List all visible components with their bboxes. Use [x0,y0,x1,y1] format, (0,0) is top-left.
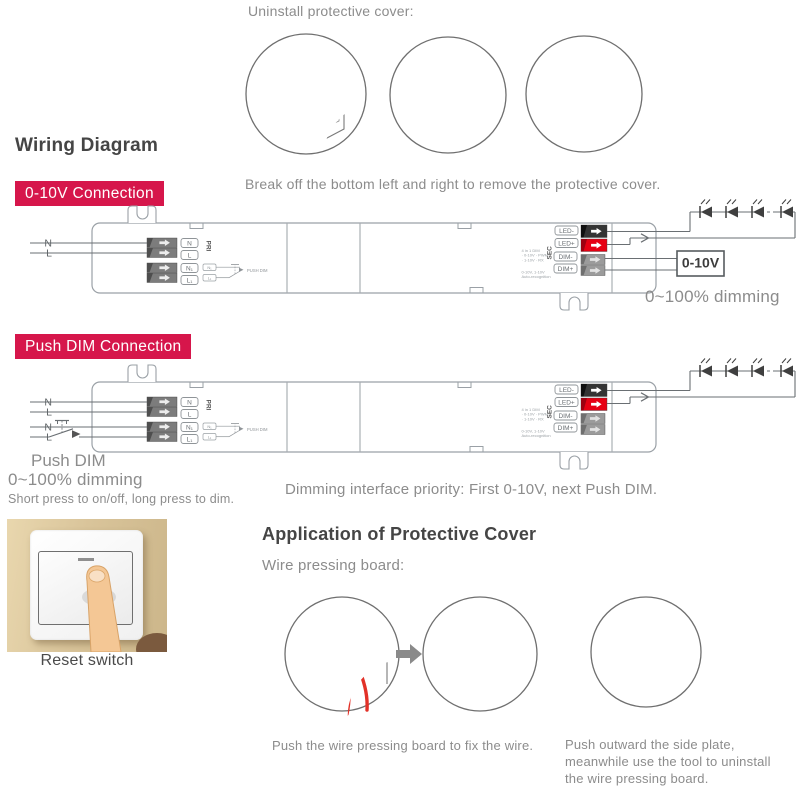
led-icon [782,207,793,218]
fine-print: Auto-recognition [521,274,551,280]
fine-print: Auto-recognition [521,433,551,439]
diagram-0-10v [0,195,800,360]
wire-label-n: N [44,396,52,409]
badge-0-10v-connection: 0-10V Connection [15,181,164,206]
sec-label: SEC [546,405,554,419]
terminal-label: LED- [559,386,574,394]
step-circle [591,597,701,707]
dim-source-label: 0-10V [681,254,720,271]
svg-text:N₁: N₁ [207,264,212,270]
knuckle [136,633,167,652]
pri-label: PRI [204,240,212,252]
led-icon [727,207,738,218]
terminal-label: LED- [559,227,574,235]
terminal-label: L₁ [186,436,193,444]
break-off-caption: Break off the bottom left and right to remove the protective cover. [245,176,661,192]
step-circle [390,37,506,153]
step-circle [423,597,537,711]
terminal-label: L [187,411,192,419]
step-circle [285,597,399,711]
wire-label-n: N [44,237,52,250]
d2-dimming-note: 0~100% dimming [8,470,143,489]
led-icon [753,366,764,377]
uninstall-title: Uninstall protective cover: [248,3,414,19]
caption-uninstall-board [565,736,771,787]
fine-print: 0-10V, 1-10V [521,428,545,434]
priority-note: Dimming interface priority: First 0-10V, next Push DIM. [285,481,658,498]
finger-illustration [7,519,167,652]
wire-pressing-illustration [280,592,710,722]
svg-text:L₁: L₁ [207,275,212,281]
d1-dimming-note: 0~100% dimming [645,287,780,306]
badge-push-dim-connection: Push DIM Connection [15,334,191,359]
terminal-label: L [187,252,192,260]
caption-line-2: meanwhile use the tool to uninstall [565,754,771,769]
led-icon [782,366,793,377]
caption-fix-wire: Push the wire pressing board to fix the wire. [272,738,534,753]
mounting-bracket-bottom [560,293,588,310]
svg-text:N₁: N₁ [207,423,212,429]
push-dim-small-label: PUSH DIM [247,426,268,432]
fine-print: 4 in 1 DIM [521,247,540,253]
fingernail [89,570,105,582]
led-icon [701,207,712,218]
terminal-label: LED+ [558,240,575,248]
wire-board-subheading: Wire pressing board: [262,557,405,574]
fine-print: · 0-10V · PWM [521,252,548,258]
caption-line-1: Push outward the side plate, [565,737,735,752]
led-icon [753,207,764,218]
terminal-label: LED+ [558,399,575,407]
next-step-arrow-icon [396,644,422,664]
wire-label-l: L [46,406,52,419]
wire-label-n2: N [44,421,52,434]
mounting-bracket-bottom [560,452,588,469]
fine-print: 4 in 1 DIM [521,406,540,412]
push-dim-small-label: PUSH DIM [247,267,268,273]
svg-text:L₁: L₁ [207,434,212,440]
sec-label: SEC [546,246,554,260]
uninstall-steps-illustration [230,28,660,168]
step-circle [246,34,366,154]
wire-label-l2: L [46,431,52,444]
fine-print: · 1-10V · RX [521,416,544,422]
press-note: Short press to on/off, long press to dim. [8,492,235,506]
terminal-label: DIM- [558,412,573,420]
fine-print: · 1-10V · RX [521,257,544,263]
application-heading: Application of Protective Cover [262,524,537,544]
terminal-label: DIM- [558,253,573,261]
pri-label: PRI [204,399,212,411]
wiring-heading: Wiring Diagram [15,135,159,156]
push-dim-caption: Push DIM [31,451,106,470]
terminal-label: N₁ [186,265,193,273]
terminal-label: DIM+ [557,265,574,273]
terminal-label: N [187,240,192,248]
fine-print: 0-10V, 1-10V [521,269,545,275]
wire-label-l: L [46,247,52,260]
led-icon [727,366,738,377]
step-circle [526,36,642,152]
caption-line-3: the wire pressing board. [565,771,709,786]
terminal-label: DIM+ [557,424,574,432]
led-icon [701,366,712,377]
mounting-bracket-top [128,365,156,382]
fine-print: · 0-10V · PWM [521,411,548,417]
reset-switch-caption: Reset switch [40,652,134,669]
terminal-label: N₁ [186,424,193,432]
mounting-bracket-top [128,206,156,223]
terminal-label: N [187,399,192,407]
terminal-label: L₁ [186,277,193,285]
reset-switch-photo [7,519,167,652]
